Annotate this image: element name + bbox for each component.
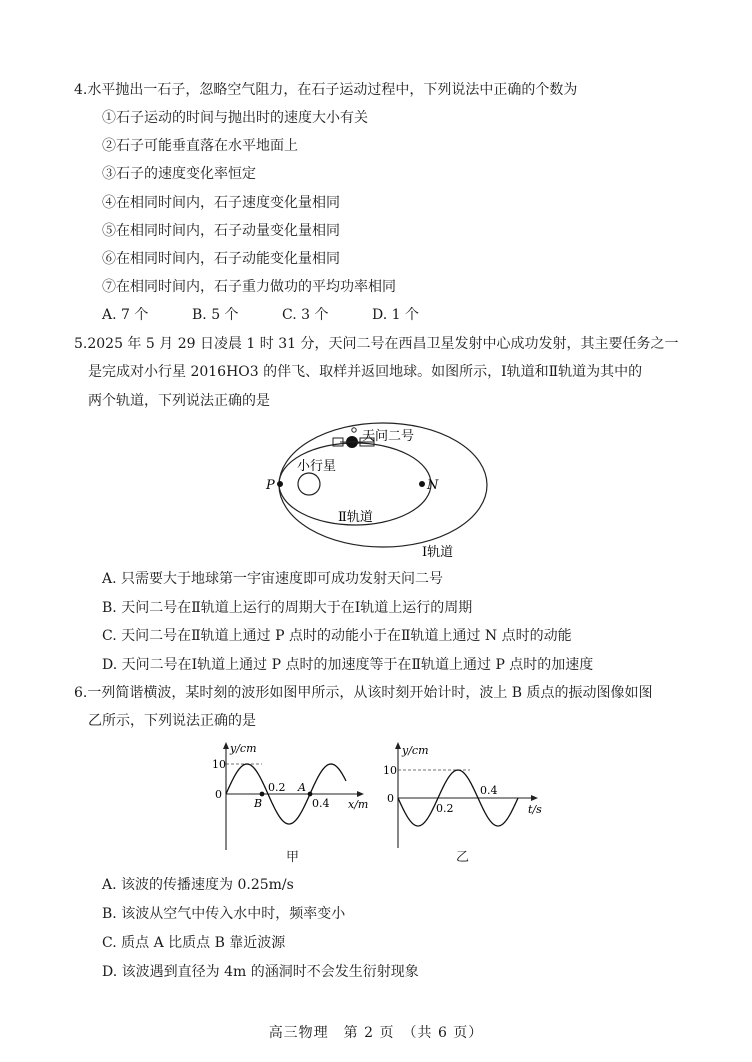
probe-label: 天问二号 xyxy=(362,429,415,444)
yi-origin: 0 xyxy=(387,792,394,805)
q4-item-3: ③石子的速度变化率恒定 xyxy=(102,166,256,182)
q6-stem-line-1: 6.一列简谐横波，某时刻的波形如图甲所示，从该时刻开始计时，波上 B 质点的振动图像如图 xyxy=(74,685,653,701)
q4-item-6: ⑥在相同时间内，石子动能变化量相同 xyxy=(102,251,340,267)
q6-option-a: A. 该波的传播速度为 0.25m/s xyxy=(102,877,294,893)
orbit-1-label: Ⅰ轨道 xyxy=(422,545,454,560)
jia-label-b: B xyxy=(254,797,263,810)
jia-point-a xyxy=(308,792,313,797)
yi-y-label: y/cm xyxy=(402,744,429,757)
jia-label-a: A xyxy=(298,781,306,794)
jia-point-b xyxy=(260,792,265,797)
q4-item-7: ⑦在相同时间内，石子重力做功的平均功率相同 xyxy=(102,279,396,295)
q6-stem-line-2: 乙所示，下列说法正确的是 xyxy=(88,713,256,729)
yi-y-tick: 10 xyxy=(383,764,397,777)
q5-option-d: D. 天问二号在Ⅰ轨道上通过 P 点时的加速度等于在Ⅱ轨道上通过 P 点时的加速度 xyxy=(102,657,594,673)
q4-option-a: A. 7 个 xyxy=(102,307,149,323)
q6-option-b: B. 该波从空气中传入水中时，频率变小 xyxy=(102,906,346,922)
point-p-dot xyxy=(277,481,283,487)
q5-stem-line-1: 5.2025 年 5 月 29 日凌晨 1 时 31 分，天问二号在西昌卫星发射中心成功发射，其主要任务之一 xyxy=(74,336,679,352)
page-footer: 高三物理 第 2 页 （共 6 页） xyxy=(268,1025,484,1041)
vibration-graph-yi xyxy=(382,740,547,858)
orbit-diagram xyxy=(260,418,500,568)
q4-stem: 4.水平抛出一石子，忽略空气阻力，在石子运动过程中，下列说法中正确的个数为 xyxy=(74,82,578,98)
asteroid xyxy=(298,473,320,495)
q5-option-a: A. 只需要大于地球第一宇宙速度即可成功发射天问二号 xyxy=(102,571,444,587)
point-n-label: N xyxy=(427,478,439,493)
yi-tick-2: 0.4 xyxy=(480,784,498,797)
yi-caption: 乙 xyxy=(456,850,470,865)
yi-x-label: t/s xyxy=(528,803,542,816)
q6-option-d: D. 该波遇到直径为 4m 的涵洞时不会发生衍射现象 xyxy=(102,964,419,980)
q4-option-c: C. 3 个 xyxy=(282,307,329,323)
q4-option-b: B. 5 个 xyxy=(192,307,239,323)
orbit-2-label: Ⅱ轨道 xyxy=(338,510,373,525)
jia-tick-1: 0.2 xyxy=(268,781,286,794)
jia-y-tick: 10 xyxy=(212,758,226,771)
q4-item-4: ④在相同时间内，石子速度变化量相同 xyxy=(102,195,340,211)
asteroid-label: 小行星 xyxy=(297,459,337,474)
yi-tick-1: 0.2 xyxy=(436,802,454,815)
point-p-label: P xyxy=(266,478,275,493)
q5-option-c: C. 天问二号在Ⅱ轨道上通过 P 点时的动能小于在Ⅱ轨道上通过 N 点时的动能 xyxy=(102,628,572,644)
q5-option-b: B. 天问二号在Ⅱ轨道上运行的周期大于在Ⅰ轨道上运行的周期 xyxy=(102,600,473,616)
q5-stem-line-3: 两个轨道，下列说法正确的是 xyxy=(88,393,270,409)
jia-origin: 0 xyxy=(215,788,222,801)
q6-option-c: C. 质点 A 比质点 B 靠近波源 xyxy=(102,935,286,951)
jia-x-label: x/m xyxy=(348,798,369,811)
q4-option-d: D. 1 个 xyxy=(372,307,419,323)
q5-stem-line-2: 是完成对小行星 2016HO3 的伴飞、取样并返回地球。如图所示，Ⅰ轨道和Ⅱ轨道为其中的 xyxy=(88,364,643,380)
jia-tick-2: 0.4 xyxy=(312,797,330,810)
q4-item-5: ⑤在相同时间内，石子动量变化量相同 xyxy=(102,223,340,239)
point-n-dot xyxy=(419,481,425,487)
jia-y-label: y/cm xyxy=(230,742,257,755)
jia-caption: 甲 xyxy=(286,850,300,865)
q4-item-1: ①石子运动的时间与抛出时的速度大小有关 xyxy=(102,110,368,126)
q4-item-2: ②石子可能垂直落在水平地面上 xyxy=(102,138,298,154)
q4-options xyxy=(102,305,522,325)
